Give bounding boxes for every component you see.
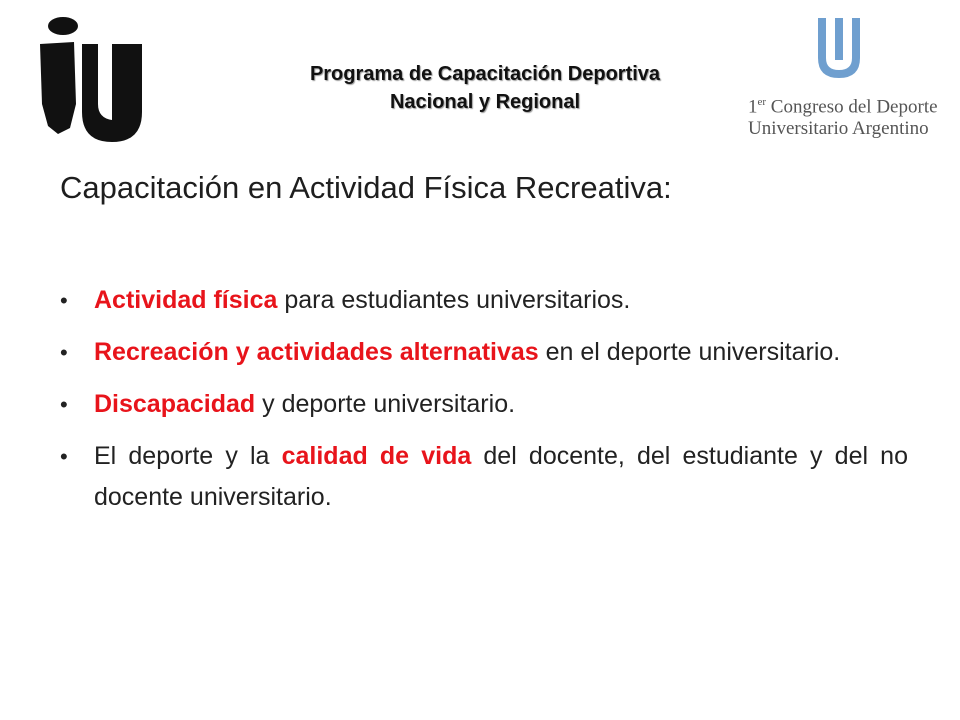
bullet-dot-icon: • (60, 288, 68, 313)
bullet-highlight: Discapacidad (94, 390, 256, 418)
congress-logo (740, 14, 940, 138)
bullet-text: y deporte universitario. (255, 390, 516, 418)
bullet-dot-icon: • (60, 392, 68, 417)
header-title-line1: Programa de Capacitación Deportiva (309, 63, 661, 85)
congress-u-icon (804, 14, 874, 84)
bullet-item (60, 436, 908, 518)
university-logo (40, 16, 144, 142)
header-title-line2: Nacional y Regional (389, 91, 581, 113)
bullet-highlight: Recreación y actividades alternativas (94, 338, 539, 366)
header-title (240, 60, 730, 116)
bullet-highlight: calidad de vida (281, 442, 472, 470)
congress-ordinal-suffix: er (757, 96, 767, 108)
bullet-text: para estudiantes universitarios. (277, 286, 631, 314)
bullet-item (60, 332, 908, 373)
slide-subtitle: Capacitación en Actividad Física Recreativa: (60, 170, 672, 205)
bullet-list (60, 280, 908, 529)
congress-line1-text: Congreso del Deporte (766, 96, 938, 118)
bullet-text: en el deporte universitario. (538, 338, 841, 366)
bullet-dot-icon: • (60, 340, 68, 365)
congress-ordinal: 1 (748, 96, 758, 118)
congress-title-line1 (748, 96, 948, 118)
iu-logo-icon (40, 16, 144, 142)
bullet-dot-icon: • (60, 444, 68, 469)
bullet-item (60, 384, 908, 425)
bullet-text: del docente, del estudiante y del no docente universitario. (94, 442, 908, 511)
bullet-item (60, 280, 908, 321)
bullet-pre-text: El deporte y la (94, 442, 282, 470)
congress-title-line2: Universitario Argentino (748, 118, 929, 139)
bullet-highlight: Actividad física (94, 286, 278, 314)
